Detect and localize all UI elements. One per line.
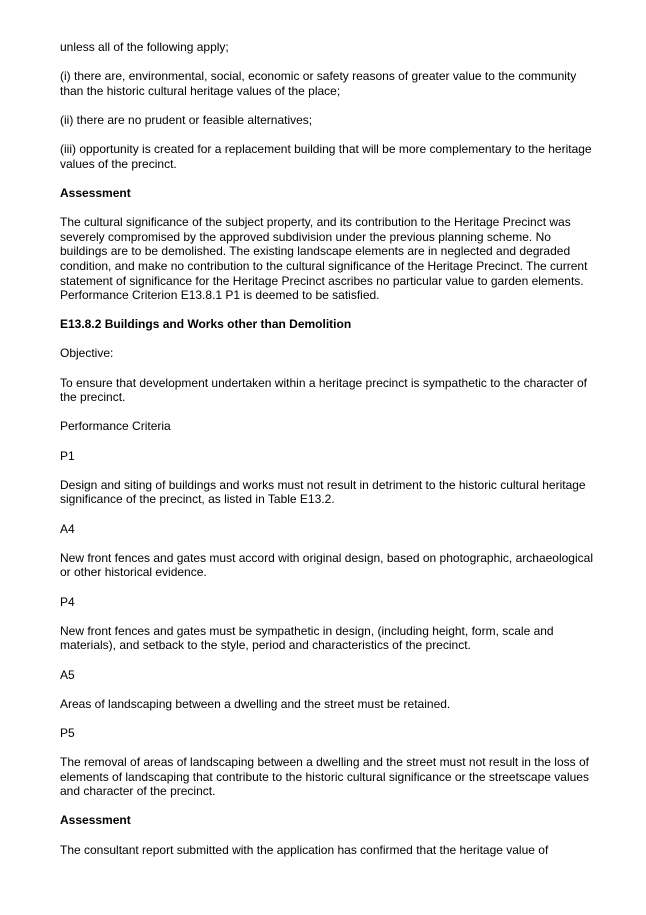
paragraph-condition-ii: (ii) there are no prudent or feasible alternatives; — [60, 112, 313, 127]
label-p1: P1 — [60, 448, 75, 463]
heading-assessment-2: Assessment — [60, 813, 131, 828]
paragraph-unless-clause: unless all of the following apply; — [60, 40, 229, 54]
label-p5: P5 — [60, 725, 75, 740]
label-a4: A4 — [60, 521, 75, 536]
paragraph-assessment-1: The cultural significance of the subject property, and its contribution to the Heritage Precinct was severely compromised by the approved subdivision under the previous planning scheme. No buildings are to be demolished. The existing landscape elements are in neglected and degraded condition, and make no contribution to the cultural significance of the Heritage Precinct. The current statement of significance for the Heritage Precinct ascribes no particular value to garden elements. Performance Criterion E13.8.1 P1 is deemed to be satisfied. — [60, 215, 588, 303]
label-performance-criteria: Performance Criteria — [60, 419, 171, 434]
document-body — [60, 40, 600, 872]
paragraph-objective: To ensure that development undertaken within a heritage precinct is sympathetic to the character of the precinct. — [60, 375, 587, 405]
paragraph-condition-i: (i) there are, environmental, social, economic or safety reasons of greater value to the community than the historic cultural heritage values of the place; — [60, 69, 577, 98]
label-p4: P4 — [60, 594, 75, 609]
paragraph-a5: Areas of landscaping between a dwelling and the street must be retained. — [60, 696, 451, 711]
paragraph-p1: Design and siting of buildings and works must not result in detriment to the historic cultural heritage significance of the precinct, as listed in Table E13.2. — [60, 477, 586, 507]
label-a5: A5 — [60, 667, 75, 682]
paragraph-assessment-2: The consultant report submitted with the application has confirmed that the heritage value of — [60, 842, 549, 857]
label-objective: Objective: — [60, 346, 114, 361]
paragraph-a4: New front fences and gates must accord with original design, based on photographic, archaeological or other historical evidence. — [60, 550, 593, 580]
heading-assessment-1: Assessment — [60, 185, 131, 200]
paragraph-p5: The removal of areas of landscaping between a dwelling and the street must not result in the loss of elements of landscaping that contribute to the historic cultural significance or the streetscape values and character of the precinct. — [60, 755, 589, 799]
paragraph-p4: New front fences and gates must be sympathetic in design, (including height, form, scale and materials), and setback to the style, period and characteristics of the precinct. — [60, 623, 554, 653]
heading-section-e13-8-2: E13.8.2 Buildings and Works other than Demolition — [60, 317, 352, 332]
paragraph-condition-iii: (iii) opportunity is created for a replacement building that will be more complementary to the heritage values of the precinct. — [60, 142, 592, 171]
